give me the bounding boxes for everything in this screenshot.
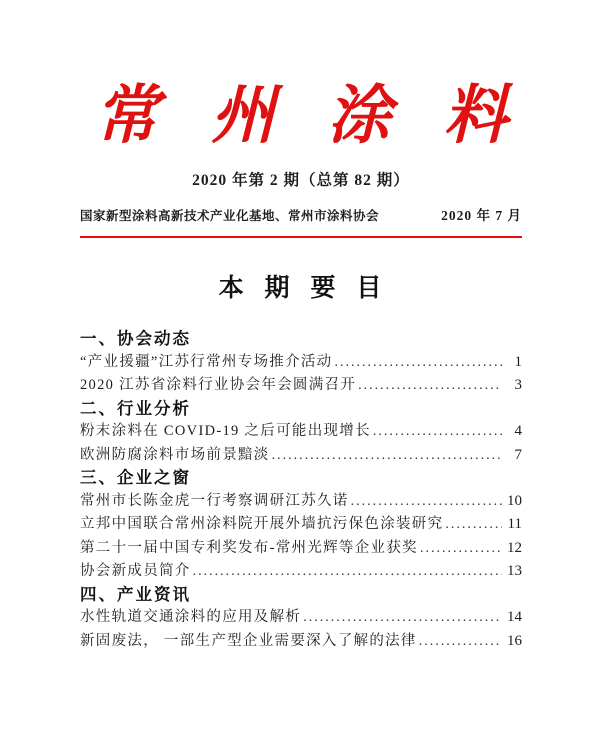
publication-date: 2020 年 7 月	[441, 208, 522, 223]
toc-entry	[80, 537, 522, 561]
toc-entry-page-number: 14	[507, 609, 522, 625]
toc-entry-title: 协会新成员简介	[80, 563, 191, 579]
dot-leader	[420, 537, 502, 561]
table-of-contents	[80, 328, 522, 653]
dot-leader	[351, 490, 502, 514]
toc-entry-title: 粉末涂料在 COVID-19 之后可能出现增长	[80, 423, 371, 439]
toc-entry	[80, 444, 522, 468]
toc-entry-title: 2020 江苏省涂料行业协会年会圆满召开	[80, 377, 357, 393]
toc-entry-title: 欧洲防腐涂料市场前景黯淡	[80, 446, 270, 463]
toc-entry-page-number: 3	[514, 377, 522, 393]
toc-entry-title: “产业援疆”江苏行常州专场推介活动	[80, 353, 333, 370]
toc-entry-page-number: 1	[514, 353, 522, 370]
toc-entry-title: 水性轨道交通涂料的应用及解析	[80, 609, 302, 625]
toc-entry	[80, 513, 522, 537]
toc-entry-page-number: 11	[507, 516, 522, 532]
toc-section-heading-enterprise-window: 三、企业之窗	[80, 469, 191, 487]
toc-entry-page-number: 4	[514, 423, 522, 439]
dot-leader	[303, 606, 502, 630]
toc-entry-title: 新固废法， 一部生产型企业需要深入了解的法律	[80, 632, 417, 649]
dot-leader	[272, 444, 502, 468]
toc-entry-page-number: 13	[507, 563, 522, 579]
toc-section-heading-association-news: 一、协会动态	[80, 330, 191, 348]
toc-entry	[80, 351, 522, 375]
toc-entry-title: 常州市长陈金虎一行考察调研江苏久诺	[80, 492, 349, 509]
toc-entry	[80, 630, 522, 654]
toc-entry-page-number: 10	[507, 492, 522, 509]
dot-leader	[193, 560, 502, 584]
toc-entry-title: 立邦中国联合常州涂料院开展外墙抗污保色涂装研究	[80, 516, 444, 532]
red-divider-line	[80, 236, 522, 238]
masthead-title: 常 州 涂 料	[94, 78, 508, 153]
toc-entry-page-number: 12	[507, 539, 522, 556]
contents-heading: 本 期 要 目	[218, 274, 384, 302]
dot-leader	[445, 513, 502, 537]
dot-leader	[373, 420, 502, 444]
toc-entry	[80, 606, 522, 630]
publisher-name: 国家新型涂料高新技术产业化基地、常州市涂料协会	[80, 209, 380, 223]
dot-leader	[358, 374, 502, 398]
toc-entry-page-number: 7	[514, 446, 522, 463]
toc-entry	[80, 420, 522, 444]
toc-entry	[80, 490, 522, 514]
toc-section-heading-industry-information: 四、产业资讯	[80, 585, 191, 604]
dot-leader	[334, 351, 502, 375]
publisher-row	[80, 204, 522, 224]
issue-line: 2020 年第 2 期（总第 82 期）	[192, 172, 410, 189]
toc-entry	[80, 374, 522, 398]
dot-leader	[419, 630, 502, 654]
toc-entry-title: 第二十一届中国专利奖发布-常州光辉等企业获奖	[80, 539, 418, 556]
toc-entry-page-number: 16	[507, 632, 522, 649]
toc-section-heading-industry-analysis: 二、行业分析	[80, 399, 191, 418]
toc-entry	[80, 560, 522, 584]
